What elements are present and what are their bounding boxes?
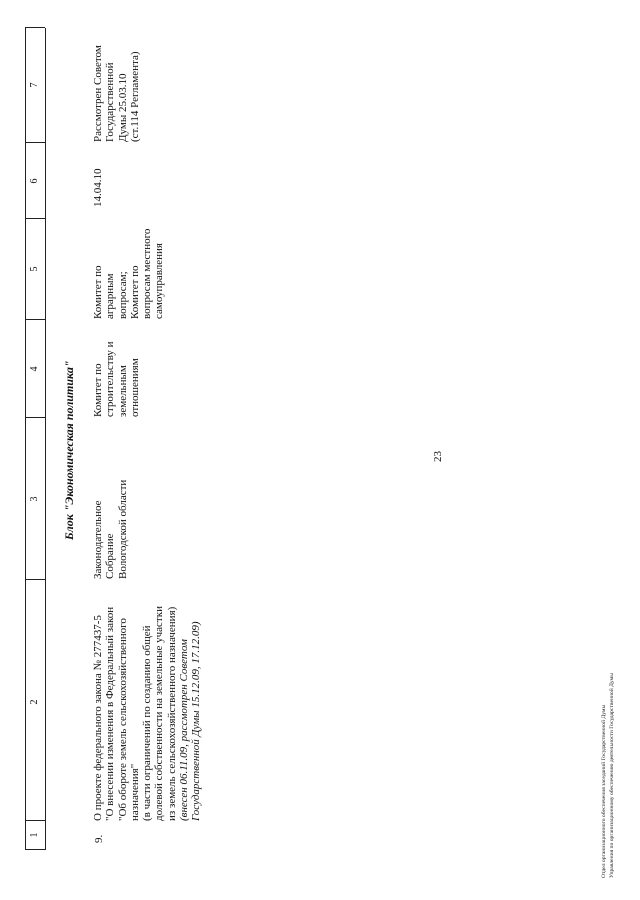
column-divider: [25, 417, 45, 418]
committee-line: отношениям: [128, 358, 141, 417]
bill-title-line: (в части ограничений по созданию общей: [141, 625, 154, 821]
committee-line: Комитет по: [92, 363, 104, 417]
status-cell: [92, 28, 141, 142]
bill-title-line: "О внесении изменения в Федеральный закон: [104, 606, 117, 821]
bill-title-line: "Об обороте земель сельскохозяйственного: [116, 618, 129, 821]
status-line: Рассмотрен Советом: [92, 45, 104, 142]
bill-title-line: из земель сельскохозяйственного назначения): [165, 606, 178, 821]
footer-line: Отдел организационного обеспечения заседаний Государственной Думы: [601, 704, 607, 878]
coexecutor-line: вопросам;: [116, 271, 129, 319]
status-line: Думы 25.03.10: [116, 73, 129, 142]
status-line: Государственной: [104, 62, 117, 142]
coexecutor-line: Комитет по: [128, 265, 141, 319]
row-number: 9.: [93, 834, 105, 843]
committee-line: строительству и: [104, 341, 117, 417]
bill-title-line: долевой собственности на земельные участки: [153, 606, 166, 821]
initiator-line: Законодательное: [92, 500, 104, 579]
coexecutor-cell: [92, 220, 166, 319]
column-header-1: 1: [29, 832, 40, 838]
column-divider: [25, 579, 45, 580]
table-left-border: [25, 849, 45, 850]
column-header-3: 3: [29, 496, 40, 502]
initiator-cell: [92, 419, 129, 579]
coexecutor-line: Комитет по: [92, 265, 104, 319]
column-divider: [25, 142, 45, 143]
column-header-5: 5: [29, 266, 40, 272]
column-divider: [25, 218, 45, 219]
bill-title-line: О проекте федерального закона № 277437-5: [92, 615, 104, 821]
column-header-4: 4: [29, 366, 40, 372]
status-line: (ст.114 Регламента): [128, 51, 141, 142]
committee-line: земельным: [116, 365, 129, 417]
initiator-line: Вологодской области: [116, 479, 129, 579]
column-header-7: 7: [29, 82, 40, 88]
initiator-line: Собрание: [104, 533, 117, 579]
bill-title-cell: [92, 571, 203, 821]
bill-title-line: назначения": [128, 763, 141, 821]
table-header-border: [45, 28, 46, 850]
table-top-border: [25, 28, 26, 850]
column-header-2: 2: [29, 699, 40, 705]
bill-note-line: Государственной Думы 15.12.09, 17.12.09): [190, 621, 203, 821]
bill-note-line: (внесен 06.11.09, рассмотрен Советом: [178, 639, 191, 821]
consideration-date: 14.04.10: [92, 168, 104, 207]
coexecutor-line: вопросам местного: [141, 228, 154, 319]
footer-line: Управления по организационному обеспечению деятельности Государственной Думы: [608, 673, 615, 878]
table-right-border: [25, 27, 45, 28]
column-header-6: 6: [29, 178, 40, 184]
coexecutor-line: самоуправления: [153, 243, 166, 319]
responsible-committee-cell: [92, 321, 141, 417]
block-title: Блок "Экономическая политика": [62, 360, 76, 540]
coexecutor-line: аграрным: [104, 273, 117, 319]
footer-department: [601, 673, 616, 878]
column-divider: [25, 319, 45, 320]
column-divider: [25, 820, 45, 821]
page-number: 23: [432, 451, 444, 462]
